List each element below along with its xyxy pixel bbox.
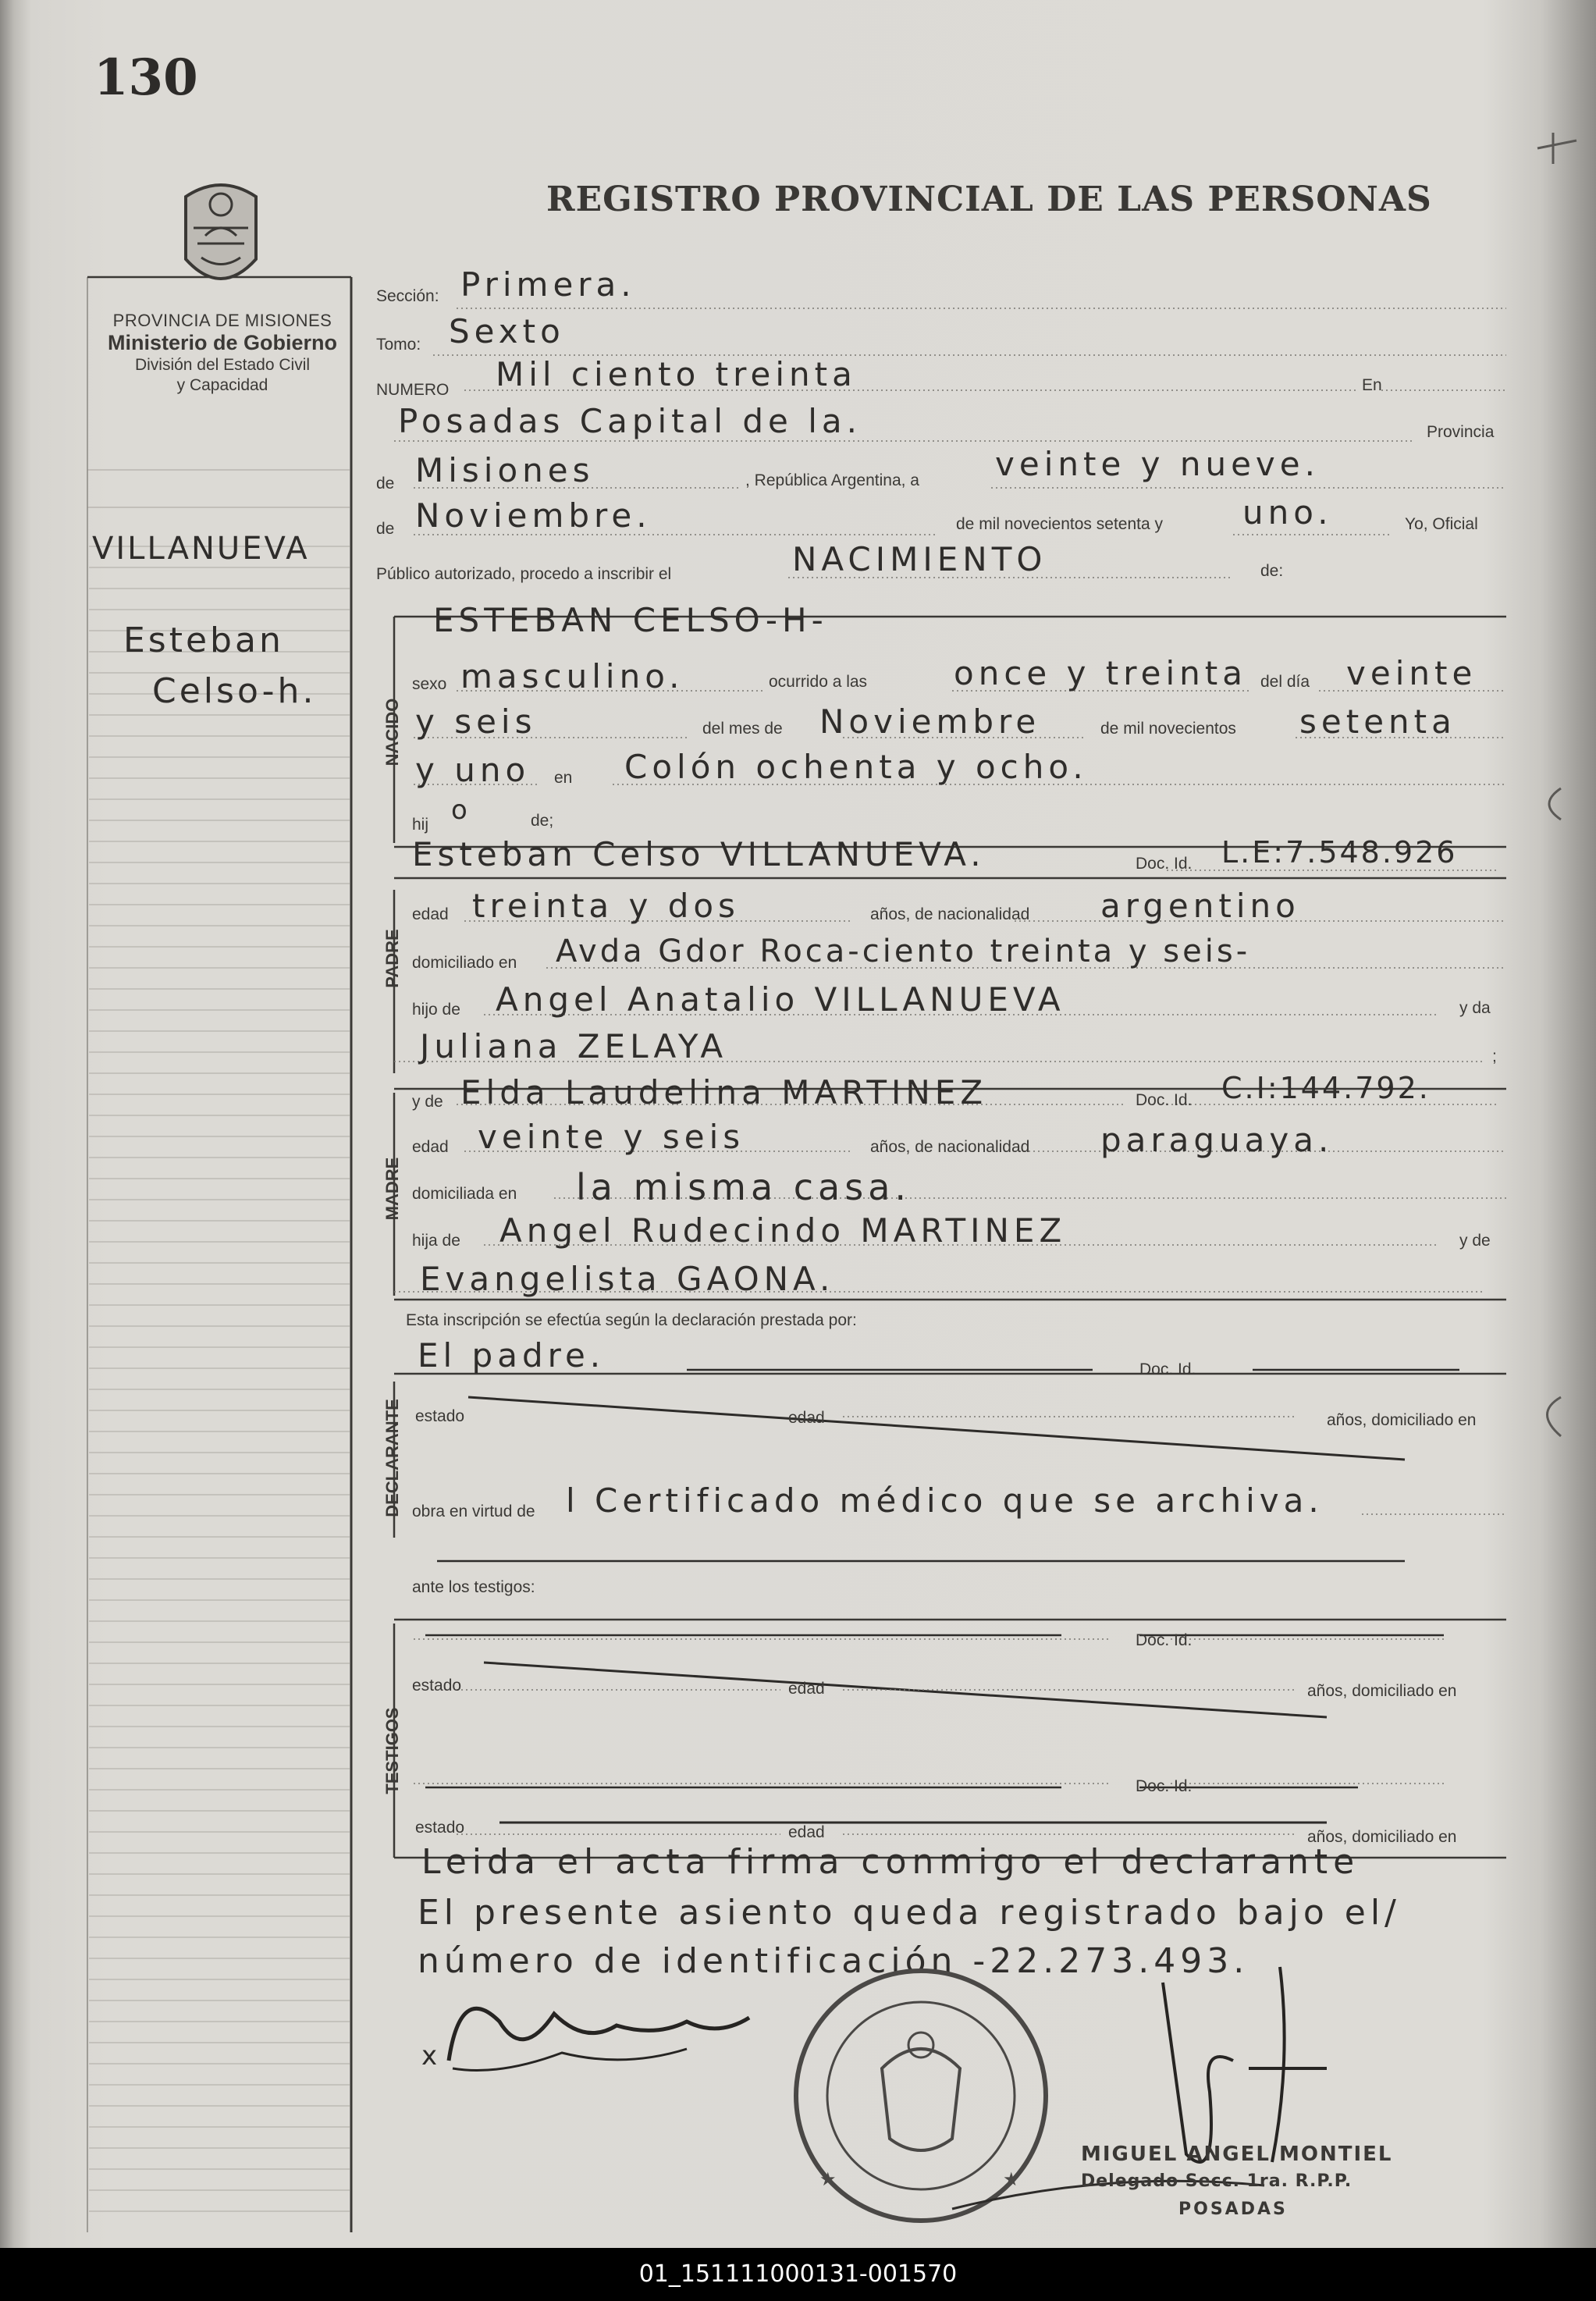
image-id-footer: 01_151111000131-001570: [638, 2260, 958, 2288]
label-numero: NUMERO: [376, 381, 450, 399]
label-inscripcion: Esta inscripción se efectúa según la declaración prestada por:: [406, 1311, 857, 1329]
section-label-madre: MADRE: [382, 1157, 402, 1221]
label-del-dia: del día: [1260, 673, 1310, 691]
field-declarante: El padre.: [418, 1336, 606, 1375]
section-label-declarante: DECLARANTE: [382, 1399, 402, 1517]
issuer-ministry: Ministerio de Gobierno: [107, 331, 338, 354]
field-lugar-nac: Colón ochenta y ocho.: [624, 748, 1088, 786]
section-label-padre: PADRE: [382, 929, 402, 988]
field-lugar: Posadas Capital de la.: [398, 402, 862, 440]
label-y-de: y de: [412, 1093, 443, 1111]
svg-text:★: ★: [819, 2168, 837, 2190]
field-padre-nombre: Esteban Celso VILLANUEVA.: [412, 835, 986, 873]
label-edad: edad: [412, 905, 449, 923]
field-madre-edad: veinte y seis: [478, 1118, 745, 1156]
label-de-mil-nov: de mil novecientos: [1100, 720, 1236, 738]
official-title: Delegado Secc. 1ra. R.P.P.: [1081, 2171, 1353, 2191]
label-en-lower: en: [554, 769, 573, 787]
field-ano: uno.: [1242, 493, 1333, 532]
label-yo-oficial: Yo, Oficial: [1405, 515, 1478, 533]
label-edad-4: edad: [788, 1680, 825, 1698]
field-acto: NACIMIENTO: [792, 540, 1047, 578]
label-hij: hij: [412, 816, 429, 834]
label-y-de-2: y de: [1459, 1232, 1491, 1250]
label-en: En: [1362, 376, 1382, 394]
label-doc-id: Doc. Id.: [1136, 855, 1193, 873]
section-label-testigos: TESTIGOS: [382, 1707, 402, 1794]
signatures: [406, 1951, 1537, 2232]
label-domiciliada: domiciliada en: [412, 1185, 517, 1203]
label-anos-nac-2: años, de nacionalidad: [870, 1138, 1030, 1156]
label-seccion: Sección:: [376, 287, 439, 305]
label-edad-5: edad: [788, 1823, 825, 1841]
label-ante: ante los testigos:: [412, 1578, 535, 1596]
field-sexo: masculino.: [460, 657, 684, 695]
field-padre-padre: Angel Anatalio VILLANUEVA: [496, 980, 1065, 1019]
issuer-division: División del Estado Civil: [134, 356, 311, 374]
page-title: REGISTRO PROVINCIAL DE LAS PERSONAS: [546, 180, 1432, 219]
field-madre-padre: Angel Rudecindo MARTINEZ: [499, 1211, 1067, 1250]
issuer-province: PROVINCIA DE MISIONES: [112, 311, 332, 330]
field-tomo: Sexto: [449, 312, 565, 350]
label-de-mil-setenta: de mil novecientos setenta y: [956, 515, 1163, 533]
label-sexo: sexo: [412, 675, 447, 693]
field-hij-suffix: o: [451, 795, 472, 826]
label-de-2: de: [376, 520, 395, 538]
label-del-mes: del mes de: [702, 720, 783, 738]
label-hijo-de: hijo de: [412, 1001, 460, 1019]
label-edad-3: edad: [788, 1409, 825, 1427]
label-republica: , República Argentina, a: [745, 471, 919, 489]
field-padre-doc: L.E:7.548.926: [1221, 835, 1458, 870]
label-de: de: [376, 475, 395, 493]
field-ano-nac: setenta: [1299, 702, 1456, 741]
field-madre-nacionalidad: paraguaya.: [1100, 1121, 1334, 1159]
provincial-crest-icon: [170, 173, 272, 298]
field-padre-nacionalidad: argentino: [1100, 887, 1300, 925]
label-anos-nac: años, de nacionalidad: [870, 905, 1030, 923]
label-y-da: y da: [1459, 999, 1491, 1017]
field-nombre: ESTEBAN CELSO-H-: [433, 601, 828, 639]
label-domiciliado: domiciliado en: [412, 954, 517, 972]
label-anos-domic-2: años, domiciliado en: [1307, 1682, 1457, 1700]
label-de-colon: de:: [1260, 562, 1284, 580]
field-mes-nac: Noviembre: [819, 702, 1041, 741]
field-madre-nombre: Elda Laudelina MARTINEZ: [460, 1073, 988, 1111]
margin-surname: VILLANUEVA: [92, 531, 310, 567]
label-doc-id-2: Doc. Id.: [1136, 1091, 1193, 1109]
field-madre-doc: C.I:144.792.: [1221, 1071, 1431, 1105]
label-obra: obra en virtud de: [412, 1503, 535, 1520]
label-estado-3: estado: [415, 1819, 465, 1837]
note-line-2: El presente asiento queda registrado bajo el/: [418, 1893, 1401, 1933]
label-provincia: Provincia: [1427, 423, 1495, 441]
note-line-1: Leida el acta firma conmigo el declarante: [421, 1842, 1360, 1882]
field-madre-madre: Evangelista GAONA.: [420, 1260, 835, 1298]
field-padre-edad: treinta y dos: [472, 887, 740, 925]
label-estado: estado: [415, 1407, 465, 1425]
page-number: 130: [94, 48, 198, 107]
field-fecha-dia: veinte y nueve.: [995, 445, 1320, 483]
label-ocurrido: ocurrido a las: [769, 673, 868, 691]
field-dia-nac: veinte: [1346, 654, 1477, 692]
label-edad-2: edad: [412, 1138, 449, 1156]
field-padre-madre: Juliana ZELAYA: [420, 1027, 728, 1065]
note-line-3: número de identificación -22.273.493.: [418, 1941, 1249, 1981]
label-de-semicolon: de;: [531, 812, 554, 830]
official-seal-icon: [796, 1971, 1046, 2221]
svg-text:x: x: [421, 2040, 438, 2072]
label-doc-id-5: Doc. Id.: [1136, 1777, 1193, 1795]
label-anos-domic: años, domiciliado en: [1327, 1411, 1477, 1429]
field-obra: l Certificado médico que se archiva.: [566, 1481, 1324, 1520]
field-ano-nac-2: y uno: [415, 751, 531, 789]
field-dia-nac-2: y seis: [415, 702, 537, 741]
label-doc-id-3: Doc. Id.: [1139, 1360, 1196, 1378]
issuer-block: [86, 311, 359, 396]
binding-marks: [1522, 117, 1596, 1678]
label-semicolon: ;: [1492, 1047, 1497, 1065]
field-fecha-mes: Noviembre.: [415, 496, 652, 535]
margin-given-name: Esteban: [123, 621, 284, 660]
label-hija-de: hija de: [412, 1232, 460, 1250]
svg-text:★: ★: [1003, 2168, 1020, 2190]
field-padre-domicilio: Avda Gdor Roca-ciento treinta y seis-: [556, 934, 1251, 969]
label-anos-domic-3: años, domiciliado en: [1307, 1828, 1457, 1846]
label-tomo: Tomo:: [376, 336, 421, 354]
official-city: POSADAS: [1178, 2200, 1288, 2219]
official-name: MIGUEL ANGEL MONTIEL: [1081, 2143, 1393, 2166]
section-label-nacido: NACIDO: [382, 698, 402, 766]
field-numero: Mil ciento treinta: [496, 355, 857, 393]
field-provincia: Misiones: [415, 451, 595, 489]
margin-given-name-2: Celso-h.: [152, 671, 317, 711]
field-madre-domicilio: la misma casa.: [576, 1166, 912, 1208]
label-doc-id-4: Doc. Id.: [1136, 1631, 1193, 1649]
field-hora: once y treinta: [954, 654, 1247, 692]
label-publico: Público autorizado, procedo a inscribir el: [376, 565, 672, 583]
label-estado-2: estado: [412, 1677, 462, 1695]
issuer-division-2: y Capacidad: [176, 376, 268, 394]
field-seccion: Primera.: [460, 265, 636, 304]
